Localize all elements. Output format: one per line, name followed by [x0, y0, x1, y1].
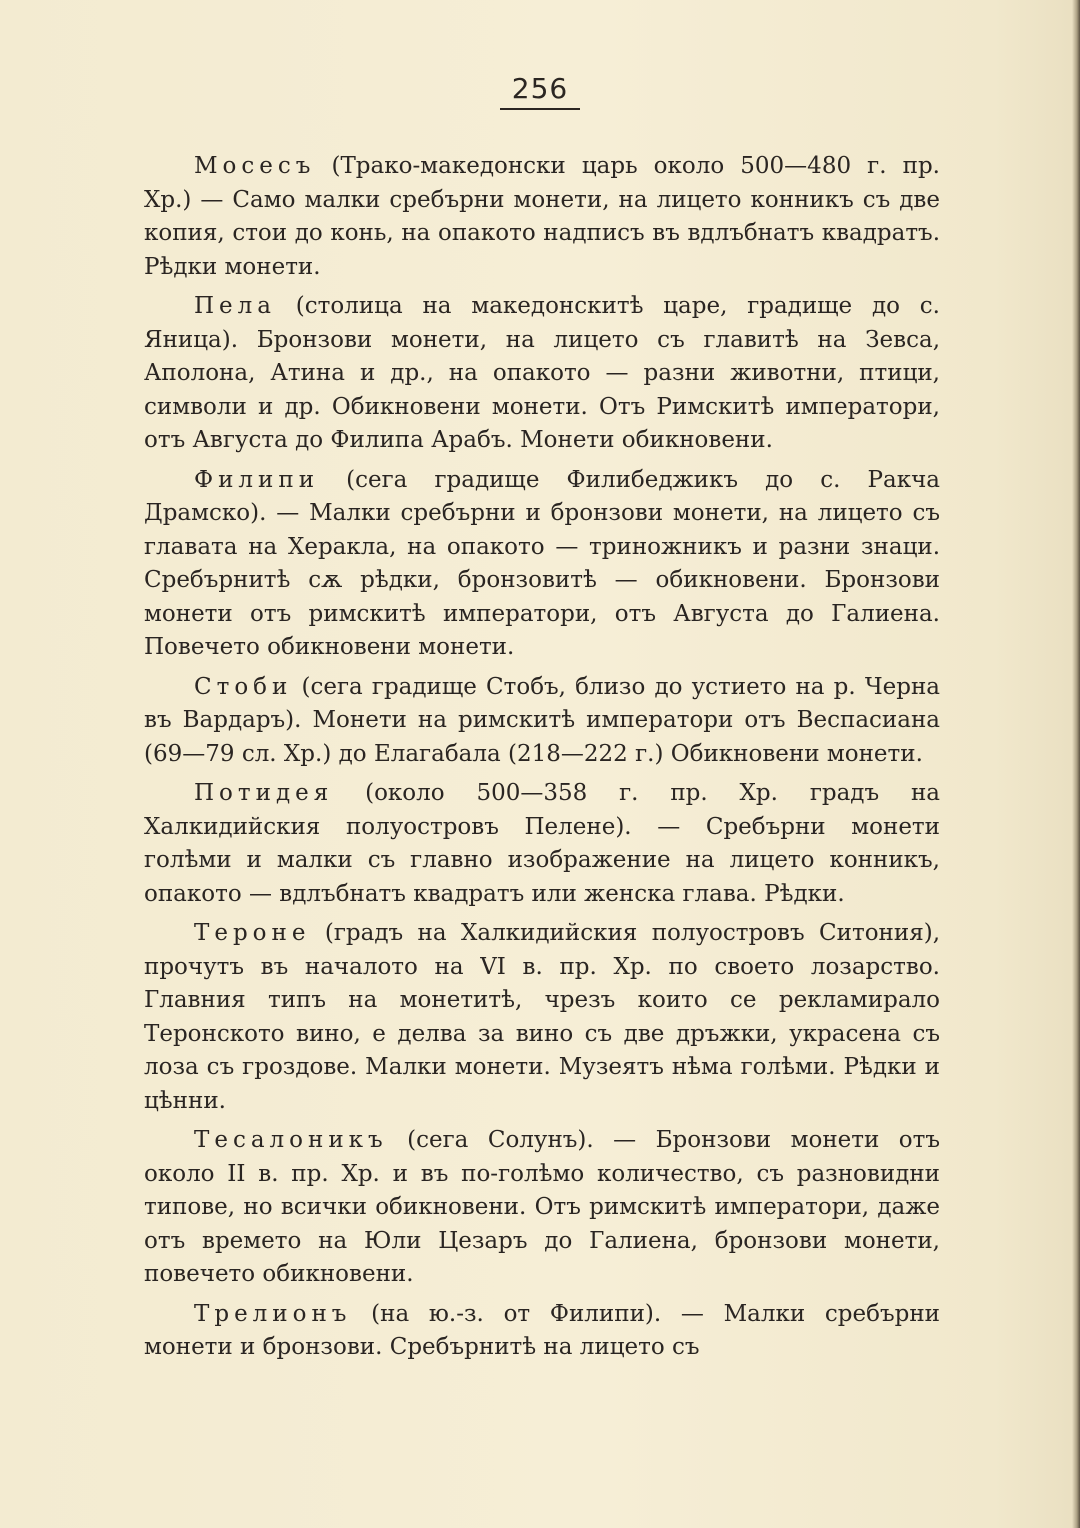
entry-name: Мосесъ [194, 153, 316, 179]
entry-name: Тесалоникъ [194, 1127, 388, 1153]
entry-text: (сега Солунъ). — Бронзови монети отъ около II в. пр. Хр. и въ по-голѣмо количество, съ разновидни типове, но всички обикновени. Отъ римскитѣ императори, даже отъ времето на Юли Цезаръ до Галиена, бронзови монети, повечето обикновени. [144, 1127, 940, 1287]
entry-trelion [144, 1298, 940, 1365]
entry-terone [144, 917, 940, 1118]
entry-stobi [144, 671, 940, 772]
entry-moses [144, 150, 940, 284]
entry-name: Потидея [194, 780, 334, 806]
entry-name: Пела [194, 293, 276, 319]
entry-text: (Трако-македонски царь около 500—480 г. пр. Хр.) — Само малки сребърни монети, на лицето конникъ съ две копия, стои до конь, на опакото надписъ въ вдлъбнатъ квадратъ. Рѣдки монети. [144, 153, 940, 280]
entry-text: (около 500—358 г. пр. Хр. градъ на Халкидийския полуостровъ Пелене). — Сребърни монети голѣми и малки съ главно изображение на лицето конникъ, опакото — вдлъбнатъ квадратъ или женска глава. Рѣдки. [144, 780, 940, 907]
page-header [470, 72, 610, 110]
entry-text: (сега градище Филибеджикъ до с. Ракча Драмско). — Малки сребърни и бронзови монети, на лицето съ главата на Херакла, на опакото — триножникъ и разни знаци. Сребърнитѣ сѫ рѣдки, бронзовитѣ — обикновени. Бронзови монети отъ римскитѣ императори, отъ Августа до Галиена. Повечето обикновени монети. [144, 466, 940, 660]
entry-text: (столица на македонскитѣ царе, градище до с. Яница). Бронзови монети, на лицето съ главитѣ на Зевса, Аполона, Атина и др., на опакото — разни животни, птици, символи и др. Обикновени монети. Отъ Римскитѣ императори, отъ Августа до Филипа Арабъ. Монети обикновени. [144, 293, 940, 453]
page-body [144, 150, 940, 1371]
page-edge-shadow [1072, 0, 1080, 1528]
entry-pela [144, 290, 940, 458]
entry-name: Филипи [194, 466, 320, 493]
entry-text: (градъ на Халкидийския полуостровъ Ситония), прочутъ въ началото на VI в. пр. Хр. по своето лозарство. Главния типъ на монетитѣ, чрезъ които се рекламирало Теронското вино, е делва за вино съ две дръжки, украсена съ лоза съ гроздове. Малки монети. Музеятъ нѣма голѣми. Рѣдки и цѣнни. [144, 920, 940, 1114]
entry-name: Трелионъ [194, 1300, 352, 1327]
entry-tesalonik [144, 1124, 940, 1292]
entry-text: (на ю.-з. от Филипи). — Малки сребърни монети и бронзови. Сребърнитѣ на лицето съ [144, 1300, 940, 1360]
entry-name: Стоби [194, 673, 293, 700]
entry-filipi [144, 464, 940, 665]
entry-name: Тероне [194, 920, 311, 946]
page-number-underline [500, 108, 580, 110]
entry-text: (сега градище Стобъ, близо до устието на р. Черна въ Вардаръ). Монети на римскитѣ императори отъ Веспасиана (69—79 сл. Хр.) до Елагабала (218—222 г.) Обикновени монети. [144, 673, 940, 767]
page-number: 256 [511, 72, 569, 105]
entry-potideya [144, 777, 940, 911]
